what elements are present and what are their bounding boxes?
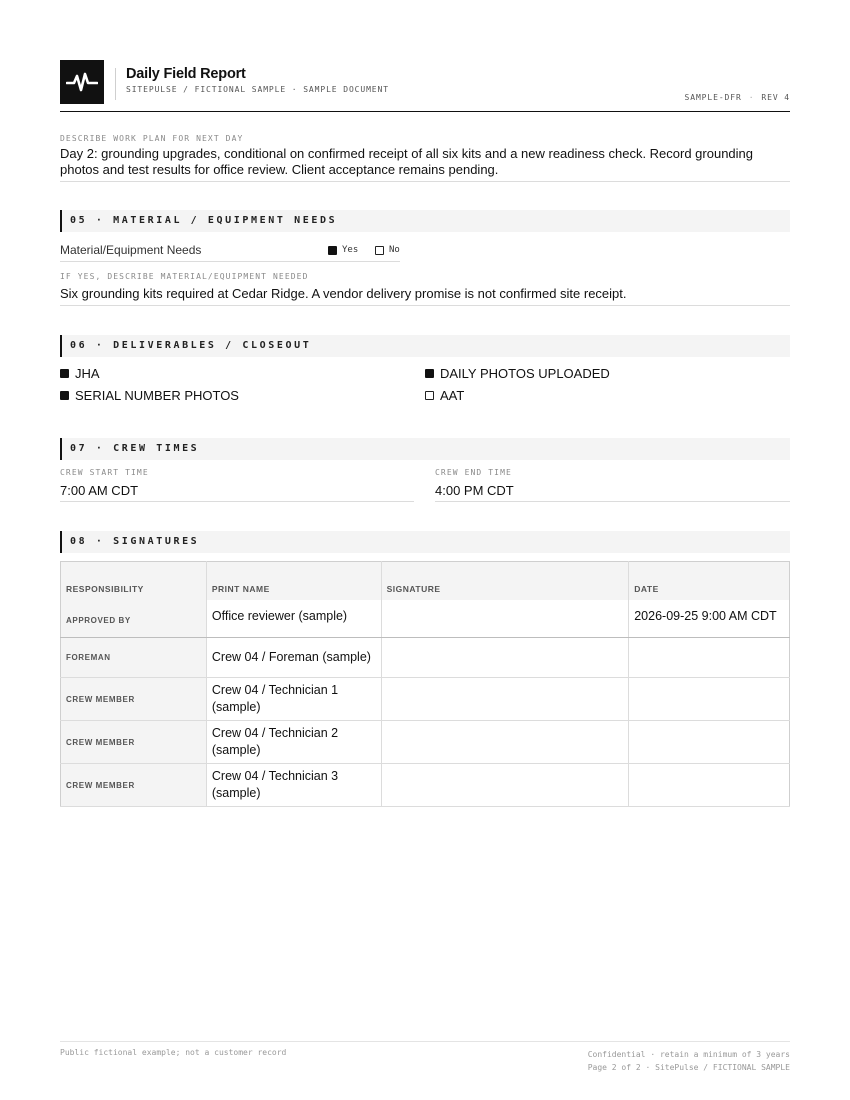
signature-cell[interactable] — [381, 638, 629, 678]
crew-end-field — [435, 468, 790, 502]
document-code: SAMPLE-DFR — [684, 93, 742, 102]
signature-cell[interactable] — [381, 721, 629, 764]
no-label: No — [389, 245, 400, 255]
responsibility-cell: CREW MEMBER — [61, 721, 207, 764]
table-row — [61, 678, 790, 721]
aat-label: AAT — [440, 388, 465, 403]
no-option[interactable] — [375, 245, 400, 255]
date-cell[interactable] — [629, 764, 790, 807]
material-needs-row — [60, 241, 400, 262]
section-05-title: 05 · MATERIAL / EQUIPMENT NEEDS — [70, 215, 338, 226]
responsibility-cell: CREW MEMBER — [61, 764, 207, 807]
print-name-cell[interactable]: Crew 04 / Technician 1 (sample) — [206, 678, 381, 721]
material-describe-text: Six grounding kits required at Cedar Ridge. A vendor delivery promise is not confirmed site receipt. — [60, 286, 790, 306]
section-08-title: 08 · SIGNATURES — [70, 536, 200, 547]
header-divider — [115, 68, 116, 100]
crew-end-label: CREW END TIME — [435, 468, 512, 477]
document-subtitle: SITEPULSE / FICTIONAL SAMPLE · SAMPLE DOCUMENT — [126, 85, 389, 94]
deliverable-daily-photos[interactable] — [425, 366, 610, 381]
footer-page-info — [588, 1048, 790, 1074]
signature-cell[interactable] — [381, 764, 629, 807]
work-plan-label: DESCRIBE WORK PLAN FOR NEXT DAY — [60, 134, 244, 143]
jha-checkbox[interactable] — [60, 369, 69, 378]
section-05-header — [60, 210, 790, 232]
material-describe-label: IF YES, DESCRIBE MATERIAL/EQUIPMENT NEEDED — [60, 272, 309, 281]
print-name-cell[interactable]: Office reviewer (sample) — [206, 600, 381, 638]
responsibility-cell: FOREMAN — [61, 638, 207, 678]
document-header — [60, 60, 790, 112]
table-row — [61, 721, 790, 764]
deliverable-jha[interactable] — [60, 366, 100, 381]
column-header: DATE — [629, 562, 790, 600]
crew-end-value: 4:00 PM CDT — [435, 483, 514, 498]
column-header: SIGNATURE — [381, 562, 629, 600]
work-plan-text: Day 2: grounding upgrades, conditional on confirmed receipt of all six kits and a new readiness check. Record grounding photos and test results for office review. Client acceptance remains pending. — [60, 146, 790, 182]
date-cell[interactable] — [629, 678, 790, 721]
daily-photos-checkbox[interactable] — [425, 369, 434, 378]
section-07-header — [60, 438, 790, 460]
crew-start-value: 7:00 AM CDT — [60, 483, 139, 498]
document-reference — [685, 93, 790, 102]
yes-label: Yes — [342, 245, 359, 255]
serial-photos-checkbox[interactable] — [60, 391, 69, 400]
signature-cell[interactable] — [381, 678, 629, 721]
footer-disclaimer: Public fictional example; not a customer record — [60, 1048, 287, 1057]
date-cell[interactable] — [629, 638, 790, 678]
responsibility-cell: CREW MEMBER — [61, 678, 207, 721]
signatures-table — [60, 561, 790, 807]
deliverable-aat[interactable] — [425, 388, 464, 403]
date-cell[interactable] — [629, 721, 790, 764]
yes-option[interactable] — [328, 245, 358, 255]
yes-checkbox[interactable] — [328, 246, 337, 255]
column-header: RESPONSIBILITY — [61, 562, 207, 600]
crew-start-label: CREW START TIME — [60, 468, 149, 477]
daily-photos-label: DAILY PHOTOS UPLOADED — [440, 366, 610, 381]
no-checkbox[interactable] — [375, 246, 384, 255]
footer-page-number: Page 2 of 2 · SitePulse / FICTIONAL SAMPLE — [587, 1063, 790, 1072]
material-needs-label: Material/Equipment Needs — [60, 243, 202, 257]
section-07-title: 07 · CREW TIMES — [70, 443, 200, 454]
jha-label: JHA — [75, 366, 100, 381]
print-name-cell[interactable]: Crew 04 / Technician 2 (sample) — [206, 721, 381, 764]
serial-photos-label: SERIAL NUMBER PHOTOS — [75, 388, 239, 403]
table-row — [61, 600, 790, 638]
crew-start-field — [60, 468, 414, 502]
column-header: PRINT NAME — [206, 562, 381, 600]
section-08-header — [60, 531, 790, 553]
print-name-cell[interactable]: Crew 04 / Technician 3 (sample) — [206, 764, 381, 807]
document-title: Daily Field Report — [126, 66, 246, 82]
document-revision: REV 4 — [761, 93, 790, 102]
section-06-header — [60, 335, 790, 357]
table-header-row — [61, 562, 790, 600]
table-row — [61, 638, 790, 678]
deliverable-serial-photos[interactable] — [60, 388, 239, 403]
responsibility-cell: APPROVED BY — [61, 600, 207, 638]
aat-checkbox[interactable] — [425, 391, 434, 400]
date-cell[interactable]: 2026-09-25 9:00 AM CDT — [629, 600, 790, 638]
document-footer — [60, 1041, 790, 1072]
footer-retention: Confidential · retain a minimum of 3 years — [587, 1050, 790, 1059]
print-name-cell[interactable]: Crew 04 / Foreman (sample) — [206, 638, 381, 678]
reference-separator: · — [748, 93, 755, 102]
section-06-title: 06 · DELIVERABLES / CLOSEOUT — [70, 340, 312, 351]
signature-cell[interactable] — [381, 600, 629, 638]
pulse-icon — [60, 60, 104, 104]
table-row — [61, 764, 790, 807]
